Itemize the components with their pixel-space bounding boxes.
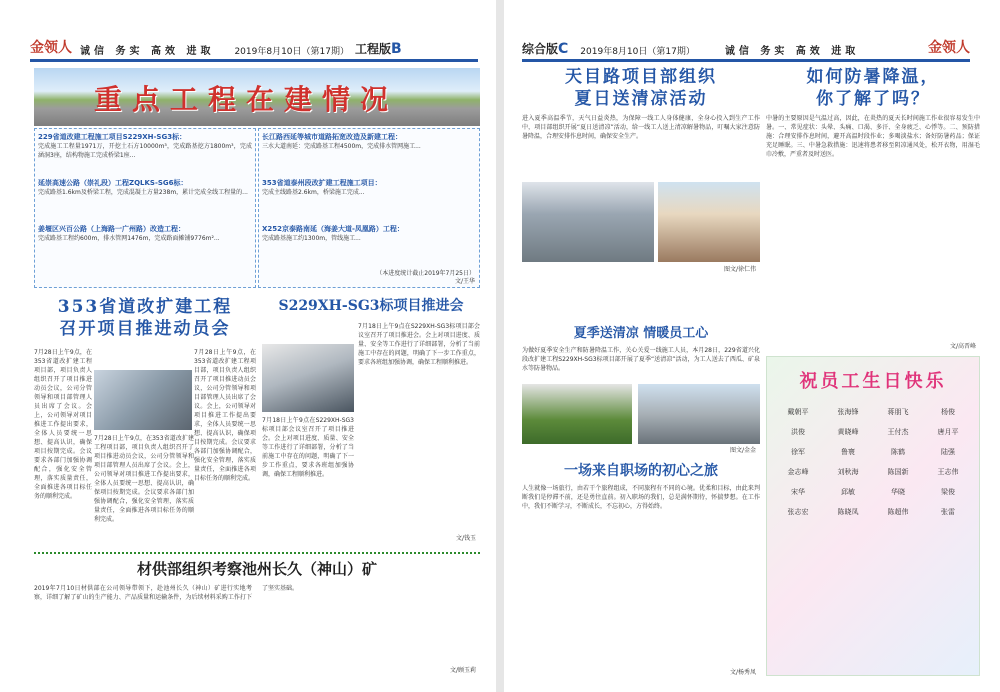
birthday-name: 陈鹤 — [891, 448, 905, 456]
article-body-cont: 7月28日上午9点，在353省道改扩建工程项目部，项目负责人组织召开了项目推进动员会议，公司分管领导和项目部管理人员出席了会议。会上，公司领导对项目推进工作提出要求，全体人员要统一思想、提高认识，确保项目按期完成。会议要求各部门加强协调配合，强化安全管理，落实质量责任，全面推进各项目标任务的顺利完成。 — [194, 349, 256, 482]
project-entry: 姜堰区兴百公路（上海路一广州路）改造工程： 完成路基工程约600m，排水管网1476m，完成路面摊铺9776m²... — [38, 225, 220, 242]
birthday-name: 唐月平 — [937, 428, 959, 436]
article-body: 中暑的主要原因是气温过高，因此，在炎热的夏天长时间施工作业很容易发生中暑。一、常见症状：头晕、头痛、口渴、多汗、全身疲乏、心悸等。二、预防措施：合理安排作息时间，避开高温时段作业；多喝淡盐水；备好防暑药品；保证充足睡眠。三、中暑急救措施：迅速将患者移至阴凉通风处，松开衣物，用湿毛巾冷敷，严重者及时送医。 — [766, 115, 980, 158]
site-photo — [638, 384, 760, 444]
article-material-survey — [34, 552, 480, 676]
masthead-c — [522, 36, 970, 62]
birthday-name: 杨俊 — [941, 408, 955, 416]
stats-note: （本进度统计截止2019年7月25日） — [376, 270, 475, 277]
birthday-name: 刘秋海 — [837, 468, 859, 476]
article-title: 夏季送清凉 情暖员工心 — [573, 326, 709, 341]
birthday-name: 鲁寰 — [841, 448, 855, 456]
article-summer-cool — [522, 66, 760, 316]
workers-photo — [522, 182, 654, 262]
masthead-b — [30, 36, 478, 62]
article-353-mobilization — [34, 296, 256, 546]
birthday-name: 张雷 — [941, 508, 955, 516]
article-title: 如何防暑降温， 你了解了吗？ — [806, 67, 940, 109]
birthday-box — [766, 356, 980, 676]
article-author: 图文/金金 — [729, 447, 756, 454]
article-body: 进入夏季高温季节，天气日益炎热，为保障一线工人身体健康，全身心投入到生产工作中，项目部组织开展“夏日送清凉”活动，给一线工人送上清凉解暑物品，叮嘱大家注意防暑降温，合理安排作息时间，确保安全生产。 — [522, 115, 760, 140]
page-gutter — [496, 0, 504, 692]
article-author: 文/钱玉 — [455, 535, 476, 542]
birthday-name: 陈超伟 — [887, 508, 909, 516]
stats-author: 文/王华 — [454, 278, 475, 285]
birthday-name: 黄晓峰 — [837, 428, 859, 436]
birthday-names — [775, 407, 971, 517]
birthday-name: 陈国新 — [887, 468, 909, 476]
birthday-name: 陆强 — [941, 448, 955, 456]
birthday-name: 宋华 — [791, 488, 805, 496]
birthday-name: 王付杰 — [887, 428, 909, 436]
article-title: 一场来自职场的初心之旅 — [564, 463, 718, 479]
birthday-name: 金志峰 — [787, 468, 809, 476]
progress-box-left — [34, 128, 256, 288]
birthday-name: 华晓 — [891, 488, 905, 496]
article-warm-staff — [522, 322, 760, 454]
slogan: 诚信 务实 高效 进取 — [724, 46, 860, 57]
birthday-name: 张志宏 — [787, 508, 809, 516]
section-label: 工程版B — [355, 41, 402, 57]
page-c — [504, 0, 1000, 692]
article-body-cont2: 7月28日上午9点，在353省道改扩建工程项目部，项目负责人组织召开了项目推进动员会议，公司分管领导和项目部管理人员出席了会议。会上，公司领导对项目推进工作提出要求，全体人员要统一思想、提高认识，确保项目按期完成。会议要求各部门加强协调配合，强化安全管理，落实质量责任，全面推进各项目标任务的顺利完成。 — [94, 435, 194, 523]
issue-date: 2019年8月10日（第17期） — [234, 47, 349, 57]
project-entry: 229省道改建工程施工项目S229XH-SG3标： 完成施工工程量1971万，开挖土石方10000m³，完成路基挖方1800m³，完成涵洞3座，结构物施工完成桥梁1座... — [38, 133, 252, 159]
birthday-name: 戴朝平 — [787, 408, 809, 416]
paper-logo: 金领人 — [928, 40, 970, 56]
gift-photo — [658, 182, 760, 262]
birthday-name: 王志伟 — [937, 468, 959, 476]
article-body: 2019年7月10日材供部在公司领导带领下，赴池州长久（神山）矿进行实地考察，详细了解了矿山的生产能力、产品质量和运输条件，为后续材料采购工作打下了坚实基础。 — [34, 585, 299, 601]
article-s229-meeting — [262, 296, 480, 546]
article-body: 7月28日上午9点，在353省道改扩建工程项目部，项目负责人组织召开了项目推进动员会议，公司分管领导和项目部管理人员出席了会议。会上，公司领导对项目推进工作提出要求，全体人员要统一思想、提高认识，确保项目按期完成。会议要求各部门加强协调配合，强化安全管理，落实质量责任，全面推进各项目标任务的顺利完成。 — [34, 349, 92, 500]
article-author: 图文/徐仁伟 — [723, 266, 756, 273]
article-workplace-journey — [522, 458, 760, 676]
birthday-title: 祝员工生日快乐 — [799, 371, 947, 392]
article-heat-prevention — [766, 66, 980, 350]
birthday-name: 洪俊 — [791, 428, 805, 436]
meeting-photo-2 — [262, 344, 354, 412]
birthday-name: 梁俊 — [941, 488, 955, 496]
paper-logo: 金领人 — [30, 40, 72, 56]
project-entry: 长江路西延等城市道路拓宽改造及新建工程： 三水大道南延：完成路基工程4500m，完成排水管网施工... — [262, 133, 421, 150]
article-body: 7月18日上午9点在S229XH-SG3标项目部会议室召开了项目推进会。会上对项目进度、质量、安全等工作进行了详细部署，分析了当前施工中存在的问题，明确了下一步工作重点，要求各班组加强协调，确保工程顺利推进。 — [358, 323, 480, 366]
birthday-name: 陈晓凤 — [837, 508, 859, 516]
project-entry: X252京泰路南延（海姜大道-凤凰路）工程： 完成路基施工约1300m，管线施工... — [262, 225, 404, 242]
article-title: 材供部组织考察池州长久（神山）矿 — [136, 560, 377, 578]
birthday-name: 张海锋 — [837, 408, 859, 416]
article-author: 文/高晋峰 — [949, 343, 976, 350]
article-body-cont: 7月18日上午9点在S229XH-SG3标项目部会议室召开了项目推进会。会上对项目进度、质量、安全等工作进行了详细部署，分析了当前施工中存在的问题，明确了下一步工作重点，要求各班组加强协调，确保工程顺利推进。 — [262, 417, 354, 478]
article-author: 文/杨秀凤 — [729, 669, 756, 676]
article-title: S229XH-SG3标项目推进会 — [278, 298, 464, 314]
page-b — [0, 0, 496, 692]
banner-title: 重点工程在建情况 — [94, 83, 399, 116]
section-label: 综合版C — [522, 41, 569, 57]
slogan: 诚信 务实 高效 进取 — [80, 46, 215, 57]
article-body: 为做好夏季安全生产和防暑降温工作，关心关爱一线施工人员，本月28日，229省道兴化段改扩建工程S229XH-SG3标项目部开展了夏季“送清凉”活动，为工人送去了西瓜、矿泉水等防暑物品。 — [522, 347, 760, 372]
article-title: 天目路项目部组织 夏日送清凉活动 — [565, 67, 717, 109]
birthday-name: 蒋朋飞 — [887, 408, 909, 416]
article-title: 353省道改扩建工程 召开项目推进动员会 — [57, 297, 233, 339]
progress-box-right — [258, 128, 480, 288]
project-entry: 延崇高速公路（崇礼段）工程ZQLKS-SG6标： 完成路基1.6km及桥梁工程，完成混凝土方量238m，累计完成全线工程量的... — [38, 179, 248, 196]
issue-date: 2019年8月10日（第17期） — [580, 47, 695, 57]
meeting-photo — [94, 370, 192, 430]
article-body: 人生就像一场旅行，由若干个旅程组成，不同旅程有不同的心境。优柔和目标，由此来判断我们是停滞不前，还是勇往直前。初入职场的我们，总是满怀期待，怀揣梦想。在工作中，我们不断学习，不断成长，不忘初心，方得始终。 — [522, 485, 760, 510]
watermelon-photo — [522, 384, 632, 444]
birthday-name: 邱敏 — [841, 488, 855, 496]
banner-photo — [34, 68, 480, 126]
project-entry: 353省道泰州段改扩建工程施工项目： 完成主线路基2.6km，桥梁施工完成... — [262, 179, 382, 196]
birthday-name: 徐军 — [791, 448, 805, 456]
article-author: 文/顾玉莉 — [449, 667, 476, 674]
